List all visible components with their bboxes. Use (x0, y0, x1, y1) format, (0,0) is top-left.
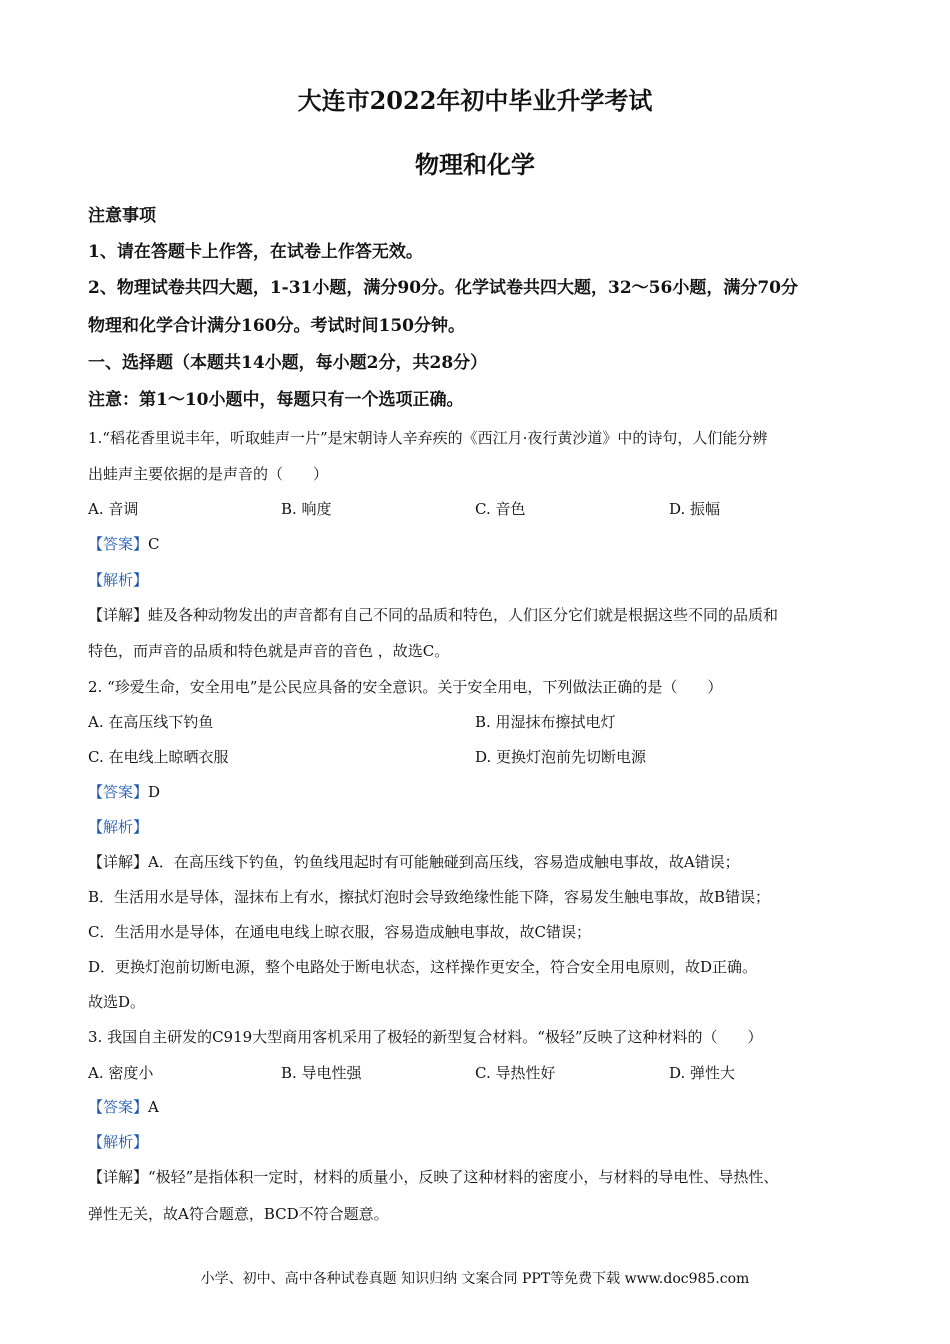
section-heading: 一、选择题（本题共14小题，每小题2分，共28分） (88, 353, 488, 373)
q1-detail-line-1 (88, 604, 778, 626)
q2-detail-line-4: D．更换灯泡前切断电源，整个电路处于断电状态，这样操作更安全，符合安全用电原则，故D正确。 (88, 958, 758, 976)
q1-answer (88, 533, 160, 555)
q2-option-b: B. 用湿抹布擦拭电灯 (475, 713, 616, 731)
page-footer: 小学、初中、高中各种试卷真题 知识归纳 文案合同 PPT等免费下载 www.doc985.com (200, 1271, 750, 1287)
q1-detail-text-1: 蛙及各种动物发出的声音都有自己不同的品质和特色，人们区分它们就是根据这些不同的品质和 (148, 606, 779, 624)
q2-detail-text-1: A．在高压线下钓鱼，钓鱼线甩起时有可能触碰到高压线，容易造成触电事故，故A错误； (148, 853, 740, 871)
q3-option-d: D. 弹性大 (669, 1064, 736, 1082)
q3-detail-text-1: “极轻”是指体积一定时，材料的质量小，反映了这种材料的密度小，与材料的导电性、导热性、 (148, 1168, 779, 1186)
detail-label: 【详解】 (88, 606, 149, 624)
answer-label: 【答案】 (88, 783, 149, 801)
exam-subtitle: 物理和化学 (415, 150, 535, 179)
notice-item-2: 2、物理试卷共四大题，1-31小题，满分90分。化学试卷共四大题，32～56小题，满分70分 (88, 278, 798, 298)
q2-answer (88, 781, 160, 803)
q2-option-c: C. 在电线上晾晒衣服 (88, 748, 229, 766)
q1-option-b: B. 响度 (281, 500, 332, 518)
q2-option-a: A. 在高压线下钓鱼 (88, 713, 214, 731)
q1-answer-value: C (148, 535, 160, 553)
analysis-label: 【解析】 (88, 1133, 149, 1151)
q1-detail-line-2: 特色，而声音的品质和特色就是声音的音色 ，故选C。 (88, 642, 450, 660)
q2-analysis (88, 816, 148, 838)
q3-analysis (88, 1131, 148, 1153)
q1-analysis (88, 569, 148, 591)
notice-item-1: 1、请在答题卡上作答，在试卷上作答无效。 (88, 242, 423, 262)
section-note: 注意：第1～10小题中，每题只有一个选项正确。 (88, 390, 464, 410)
exam-title: 大连市2022年初中毕业升学考试 (297, 86, 653, 115)
q3-option-c: C. 导热性好 (475, 1064, 556, 1082)
q3-answer (88, 1096, 159, 1118)
analysis-label: 【解析】 (88, 818, 149, 836)
answer-label: 【答案】 (88, 535, 149, 553)
q1-option-a: A. 音调 (88, 500, 139, 518)
q2-option-d: D. 更换灯泡前先切断电源 (475, 748, 647, 766)
q3-detail-line-1 (88, 1166, 778, 1188)
notice-heading: 注意事项 (88, 206, 156, 226)
q3-answer-value: A (148, 1098, 159, 1116)
q3-detail-line-2: 弹性无关，故A符合题意，BCD不符合题意。 (88, 1205, 389, 1223)
q1-stem-line-2: 出蛙声主要依据的是声音的（ ） (88, 465, 329, 483)
q2-detail-line-2: B．生活用水是导体，湿抹布上有水，擦拭灯泡时会导致绝缘性能下降，容易发生触电事故，故B错误； (88, 888, 771, 906)
q2-answer-value: D (148, 783, 161, 801)
q2-stem: 2. “珍爱生命，安全用电”是公民应具备的安全意识。关于安全用电，下列做法正确的是（ ） (88, 678, 723, 696)
q3-stem: 3. 我国自主研发的C919大型商用客机采用了极轻的新型复合材料。“极轻”反映了这种材料的（ ） (88, 1028, 763, 1046)
answer-label: 【答案】 (88, 1098, 149, 1116)
q1-option-d: D. 振幅 (669, 500, 721, 518)
q1-stem-line-1: 1.“稻花香里说丰年，听取蛙声一片”是宋朝诗人辛弃疾的《西江月·夜行黄沙道》中的诗句，人们能分辨 (88, 429, 768, 447)
q2-detail-line-3: C．生活用水是导体，在通电电线上晾衣服，容易造成触电事故，故C错误； (88, 923, 591, 941)
q2-detail-line-5: 故选D。 (88, 993, 146, 1011)
detail-label: 【详解】 (88, 1168, 149, 1186)
q3-option-b: B. 导电性强 (281, 1064, 362, 1082)
detail-label: 【详解】 (88, 853, 149, 871)
q1-option-c: C. 音色 (475, 500, 526, 518)
q3-option-a: A. 密度小 (88, 1064, 154, 1082)
q2-detail-line-1 (88, 851, 740, 873)
analysis-label: 【解析】 (88, 571, 149, 589)
notice-item-2-cont: 物理和化学合计满分160分。考试时间150分钟。 (88, 316, 465, 336)
